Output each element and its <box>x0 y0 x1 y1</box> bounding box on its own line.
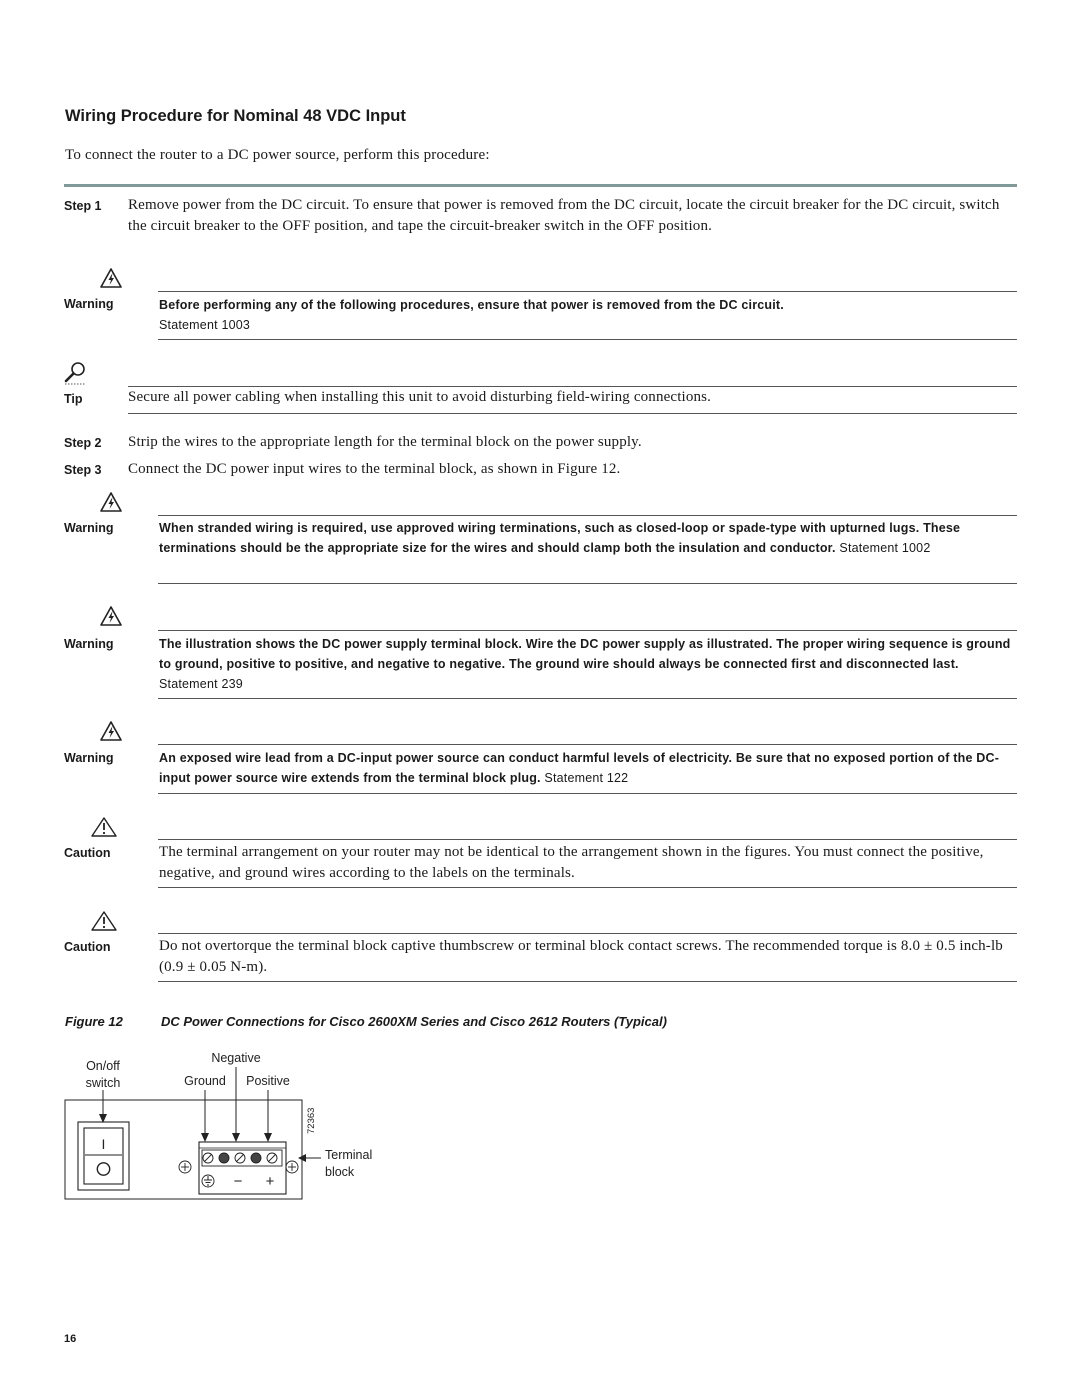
step-3-text: Connect the DC power input wires to the terminal block, as shown in Figure 12. <box>128 461 621 477</box>
warning-3-text <box>159 634 1015 694</box>
plus-symbol: + <box>265 1173 275 1190</box>
step-2-label: Step 2 <box>64 436 102 450</box>
warning-3-statement: Statement 239 <box>159 677 243 691</box>
warning-3-body: The illustration shows the DC power supply terminal block. Wire the DC power supply as illustrated. The proper wiring sequence is ground to ground, positive to positive, and negative to negative. The ground wire should always be connected first and disconnected last. <box>159 637 1011 671</box>
switch-off-symbol <box>97 1163 109 1175</box>
onoff-label-line1: On/off <box>86 1059 120 1073</box>
warning-1-label: Warning <box>64 297 114 311</box>
warning-2-label: Warning <box>64 521 114 535</box>
warning-4-top-rule <box>158 744 1017 745</box>
figure-number: Figure 12 <box>65 1014 123 1029</box>
negative-label: Negative <box>211 1051 261 1065</box>
warning-2-bottom-rule <box>158 583 1017 584</box>
warning-1-top-rule <box>158 291 1017 292</box>
tip-top-rule <box>128 386 1017 387</box>
caution-triangle-icon <box>91 817 117 837</box>
warning-2-body: When stranded wiring is required, use approved wiring terminations, such as closed-loop or spade-type with upturned lugs. These terminations should be the appropriate size for the wires and should clamp both the insulation and conductor. <box>159 521 961 555</box>
warning-1-text <box>159 295 1015 335</box>
positive-label: Positive <box>246 1074 290 1088</box>
warning-4-text <box>159 748 1015 788</box>
caution-2-top-rule <box>158 933 1017 934</box>
step-1-label: Step 1 <box>64 199 102 213</box>
warning-1-body: Before performing any of the following procedures, ensure that power is removed from the DC circuit. <box>159 298 784 312</box>
dc-power-diagram <box>62 1045 402 1205</box>
magnifier-icon <box>63 361 87 385</box>
tip-text: Secure all power cabling when installing this unit to avoid disturbing field-wiring connections. <box>128 389 712 405</box>
figure-caption <box>65 1014 667 1029</box>
ground-label: Ground <box>184 1074 226 1088</box>
figure-title: DC Power Connections for Cisco 2600XM Series and Cisco 2612 Routers (Typical) <box>161 1014 667 1029</box>
warning-triangle-icon <box>100 268 122 288</box>
minus-symbol: − <box>233 1173 243 1190</box>
caution-triangle-icon <box>91 911 117 931</box>
step-3-label: Step 3 <box>64 463 102 477</box>
page-number: 16 <box>64 1333 77 1345</box>
warning-triangle-icon <box>100 721 122 741</box>
terminal-block <box>179 1142 298 1194</box>
caution-1-text: The terminal arrangement on your router may not be identical to the arrangement shown in the figures. You must connect the positive, negative, and ground wires according to the labels on the terminals. <box>159 844 984 881</box>
tip-bottom-rule <box>128 413 1017 414</box>
warning-triangle-icon <box>100 606 122 626</box>
terminal-label-line1: Terminal <box>325 1148 373 1162</box>
warning-2-top-rule <box>158 515 1017 516</box>
onoff-switch <box>78 1122 129 1190</box>
warning-1-statement: Statement 1003 <box>159 318 251 332</box>
warning-triangle-icon <box>100 492 122 512</box>
ground-icon <box>202 1175 214 1187</box>
caution-2-bottom-rule <box>158 981 1017 982</box>
warning-2-text <box>159 518 1015 558</box>
warning-4-statement: Statement 122 <box>544 771 629 785</box>
terminal-label-line2: block <box>325 1165 355 1179</box>
caution-1-top-rule <box>158 839 1017 840</box>
warning-2-statement: Statement 1002 <box>839 541 931 555</box>
caution-1-label: Caution <box>64 846 111 860</box>
caution-1-bottom-rule <box>158 887 1017 888</box>
caution-2-text: Do not overtorque the terminal block captive thumbscrew or terminal block contact screws. The recommended torque is 8.0 ± 0.5 inch-lb (0.9 ± 0.05 N-m). <box>159 938 1003 975</box>
section-heading: Wiring Procedure for Nominal 48 VDC Input <box>65 107 406 125</box>
switch-on-symbol: I <box>101 1136 106 1152</box>
art-id: 72363 <box>306 1107 317 1134</box>
tip-label: Tip <box>64 392 83 406</box>
step-1-text: Remove power from the DC circuit. To ensure that power is removed from the DC circuit, locate the circuit breaker for the DC circuit, switch the circuit breaker to the OFF position, and tape the circuit-breaker switch in the OFF position. <box>128 197 1000 234</box>
step-2-text: Strip the wires to the appropriate length for the terminal block on the power supply. <box>128 434 642 450</box>
warning-3-top-rule <box>158 630 1017 631</box>
warning-1-bottom-rule <box>158 339 1017 340</box>
warning-4-body: An exposed wire lead from a DC-input power source can conduct harmful levels of electricity. Be sure that no exposed portion of the DC-input power source wire extends from the terminal block plug. <box>159 751 1000 785</box>
intro-text: To connect the router to a DC power source, perform this procedure: <box>65 147 490 163</box>
procedure-top-rule <box>64 184 1017 187</box>
warning-3-bottom-rule <box>158 698 1017 699</box>
warning-4-label: Warning <box>64 751 114 765</box>
caution-2-label: Caution <box>64 940 111 954</box>
warning-3-label: Warning <box>64 637 114 651</box>
warning-4-bottom-rule <box>158 793 1017 794</box>
onoff-label-line2: switch <box>85 1076 121 1090</box>
